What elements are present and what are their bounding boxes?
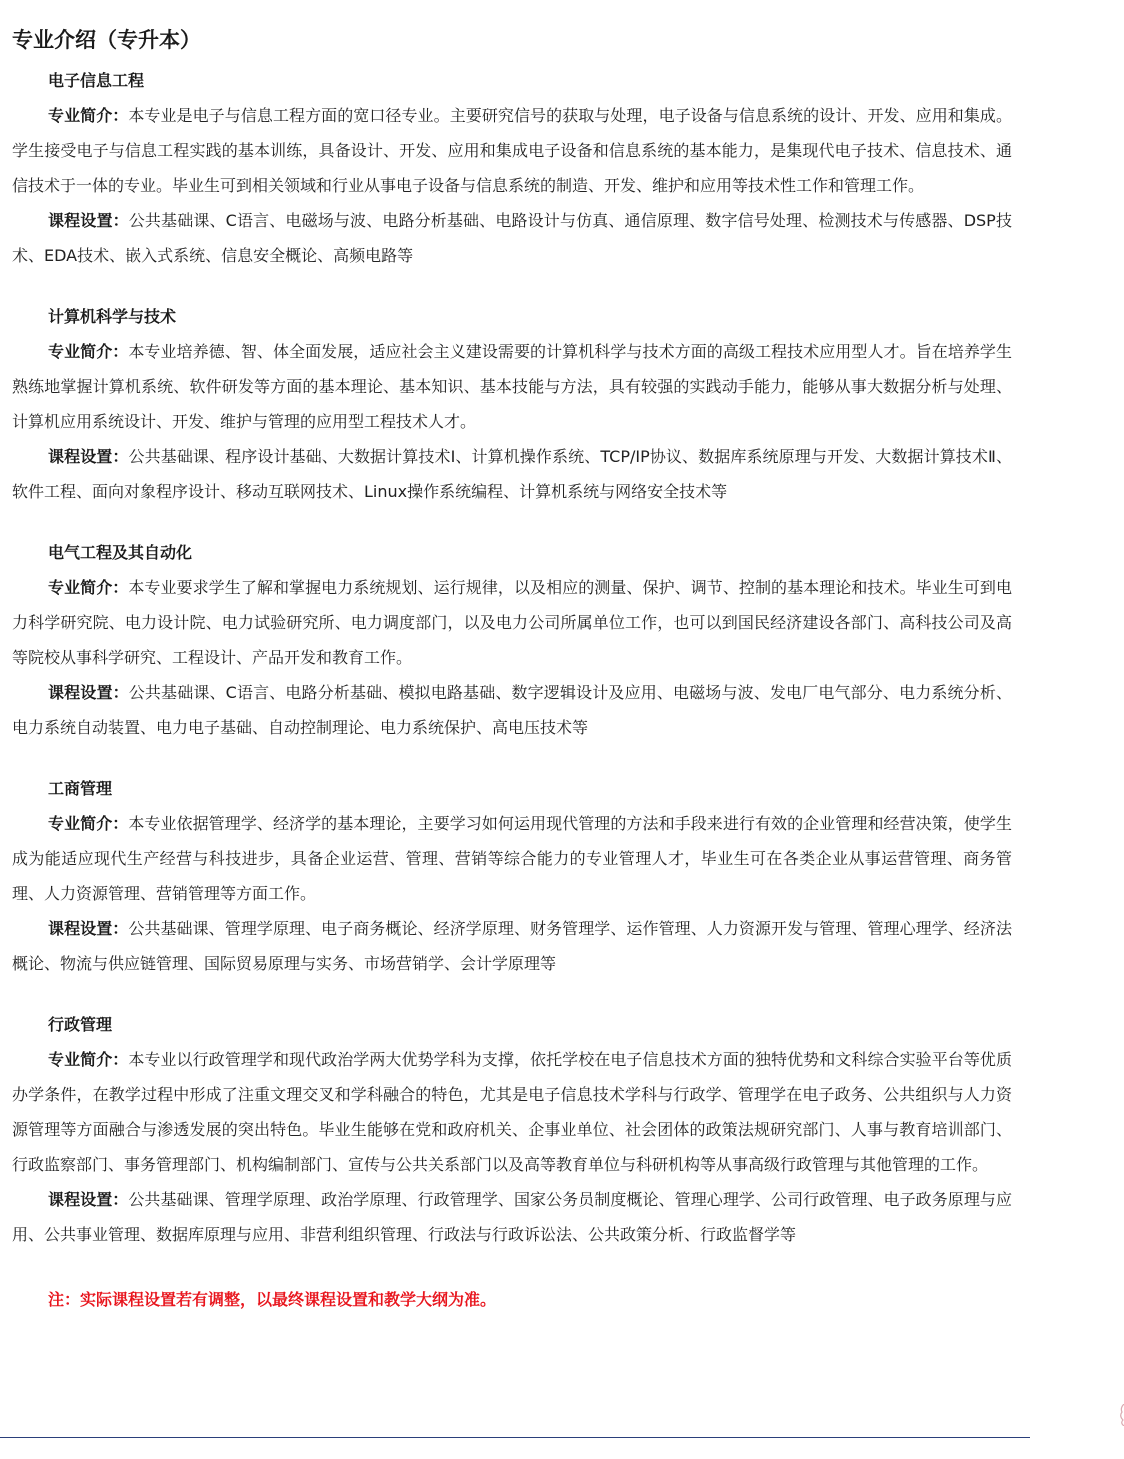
major-public-administration xyxy=(12,1007,1012,1252)
major-name: 计算机科学与技术 xyxy=(48,307,177,326)
intro-label: 专业简介： xyxy=(48,1050,129,1069)
course-label: 课程设置： xyxy=(48,447,129,466)
major-name: 电子信息工程 xyxy=(48,71,145,90)
course-label: 课程设置： xyxy=(48,211,129,230)
courses-text: 公共基础课、C语言、电路分析基础、模拟电路基础、数字逻辑设计及应用、电磁场与波、发电厂电气部分、电力系统分析、电力系统自动装置、电力电子基础、自动控制理论、电力系统保护、高电压技术等 xyxy=(12,683,1012,737)
disclaimer-note: 注：实际课程设置若有调整，以最终课程设置和教学大纲为准。 xyxy=(48,1290,497,1309)
major-name: 行政管理 xyxy=(48,1015,113,1034)
intro-text: 本专业是电子与信息工程方面的宽口径专业。主要研究信号的获取与处理，电子设备与信息系统的设计、开发、应用和集成。学生接受电子与信息工程实践的基本训练，具备设计、开发、应用和集成电子设备和信息系统的基本能力，是集现代电子技术、信息技术、通信技术于一体的专业。毕业生可到相关领域和行业从事电子设备与信息系统的制造、开发、维护和应用等技术性工作和管理工作。 xyxy=(12,106,1012,195)
major-computer-science xyxy=(12,299,1012,509)
major-intro xyxy=(12,334,1012,439)
major-courses xyxy=(12,1182,1012,1252)
intro-text: 本专业依据管理学、经济学的基本理论，主要学习如何运用现代管理的方法和手段来进行有效的企业管理和经营决策，使学生成为能适应现代生产经营与科技进步，具备企业运营、管理、营销等综合能力的专业管理人才，毕业生可在各类企业从事运营管理、商务管理、人力资源管理、营销管理等方面工作。 xyxy=(12,814,1012,903)
intro-text: 本专业要求学生了解和掌握电力系统规划、运行规律，以及相应的测量、保护、调节、控制的基本理论和技术。毕业生可到电力科学研究院、电力设计院、电力试验研究所、电力调度部门，以及电力公司所属单位工作，也可以到国民经济建设各部门、高科技公司及高等院校从事科学研究、工程设计、产品开发和教育工作。 xyxy=(12,578,1012,667)
course-label: 课程设置： xyxy=(48,1190,129,1209)
courses-text: 公共基础课、管理学原理、电子商务概论、经济学原理、财务管理学、运作管理、人力资源开发与管理、管理心理学、经济法概论、物流与供应链管理、国际贸易原理与实务、市场营销学、会计学原理等 xyxy=(12,919,1012,973)
major-courses xyxy=(12,439,1012,509)
major-courses xyxy=(12,675,1012,745)
major-intro xyxy=(12,570,1012,675)
major-electronic-information-engineering xyxy=(12,63,1012,273)
major-courses xyxy=(12,911,1012,981)
major-intro xyxy=(12,98,1012,203)
major-intro xyxy=(12,1042,1012,1182)
major-name: 电气工程及其自动化 xyxy=(48,543,193,562)
major-business-administration xyxy=(12,771,1012,981)
course-label: 课程设置： xyxy=(48,919,129,938)
courses-text: 公共基础课、C语言、电磁场与波、电路分析基础、电路设计与仿真、通信原理、数字信号处理、检测技术与传感器、DSP技术、EDA技术、嵌入式系统、信息安全概论、高频电路等 xyxy=(12,211,1012,265)
course-label: 课程设置： xyxy=(48,683,129,702)
intro-text: 本专业培养德、智、体全面发展，适应社会主义建设需要的计算机科学与技术方面的高级工程技术应用型人才。旨在培养学生熟练地掌握计算机系统、软件研发等方面的基本理论、基本知识、基本技能与方法，具有较强的实践动手能力，能够从事大数据分析与处理、计算机应用系统设计、开发、维护与管理的应用型工程技术人才。 xyxy=(12,342,1012,431)
major-intro xyxy=(12,806,1012,911)
courses-text: 公共基础课、管理学原理、政治学原理、行政管理学、国家公务员制度概论、管理心理学、公司行政管理、电子政务原理与应用、公共事业管理、数据库原理与应用、非营利组织管理、行政法与行政诉讼法、公共政策分析、行政监督学等 xyxy=(12,1190,1012,1244)
corner-mark-icon xyxy=(1119,1404,1124,1426)
intro-label: 专业简介： xyxy=(48,342,129,361)
major-name: 工商管理 xyxy=(48,779,113,798)
major-courses xyxy=(12,203,1012,273)
intro-label: 专业简介： xyxy=(48,814,129,833)
majors-list xyxy=(12,63,1012,1317)
bottom-divider xyxy=(0,1437,1030,1438)
intro-label: 专业简介： xyxy=(48,106,129,125)
courses-text: 公共基础课、程序设计基础、大数据计算技术Ⅰ、计算机操作系统、TCP/IP协议、数据库系统原理与开发、大数据计算技术Ⅱ、软件工程、面向对象程序设计、移动互联网技术、Linux操作系统编程、计算机系统与网络安全技术等 xyxy=(12,447,1012,501)
major-electrical-engineering xyxy=(12,535,1012,745)
intro-label: 专业简介： xyxy=(48,578,129,597)
intro-text: 本专业以行政管理学和现代政治学两大优势学科为支撑，依托学校在电子信息技术方面的独特优势和文科综合实验平台等优质办学条件，在教学过程中形成了注重文理交叉和学科融合的特色，尤其是电子信息技术学科与行政学、管理学在电子政务、公共组织与人力资源管理等方面融合与渗透发展的突出特色。毕业生能够在党和政府机关、企事业单位、社会团体的政策法规研究部门、人事与教育培训部门、行政监察部门、事务管理部门、机构编制部门、宣传与公共关系部门以及高等教育单位与科研机构等从事高级行政管理与其他管理的工作。 xyxy=(12,1050,1012,1174)
page-title: 专业介绍（专升本） xyxy=(12,28,201,52)
